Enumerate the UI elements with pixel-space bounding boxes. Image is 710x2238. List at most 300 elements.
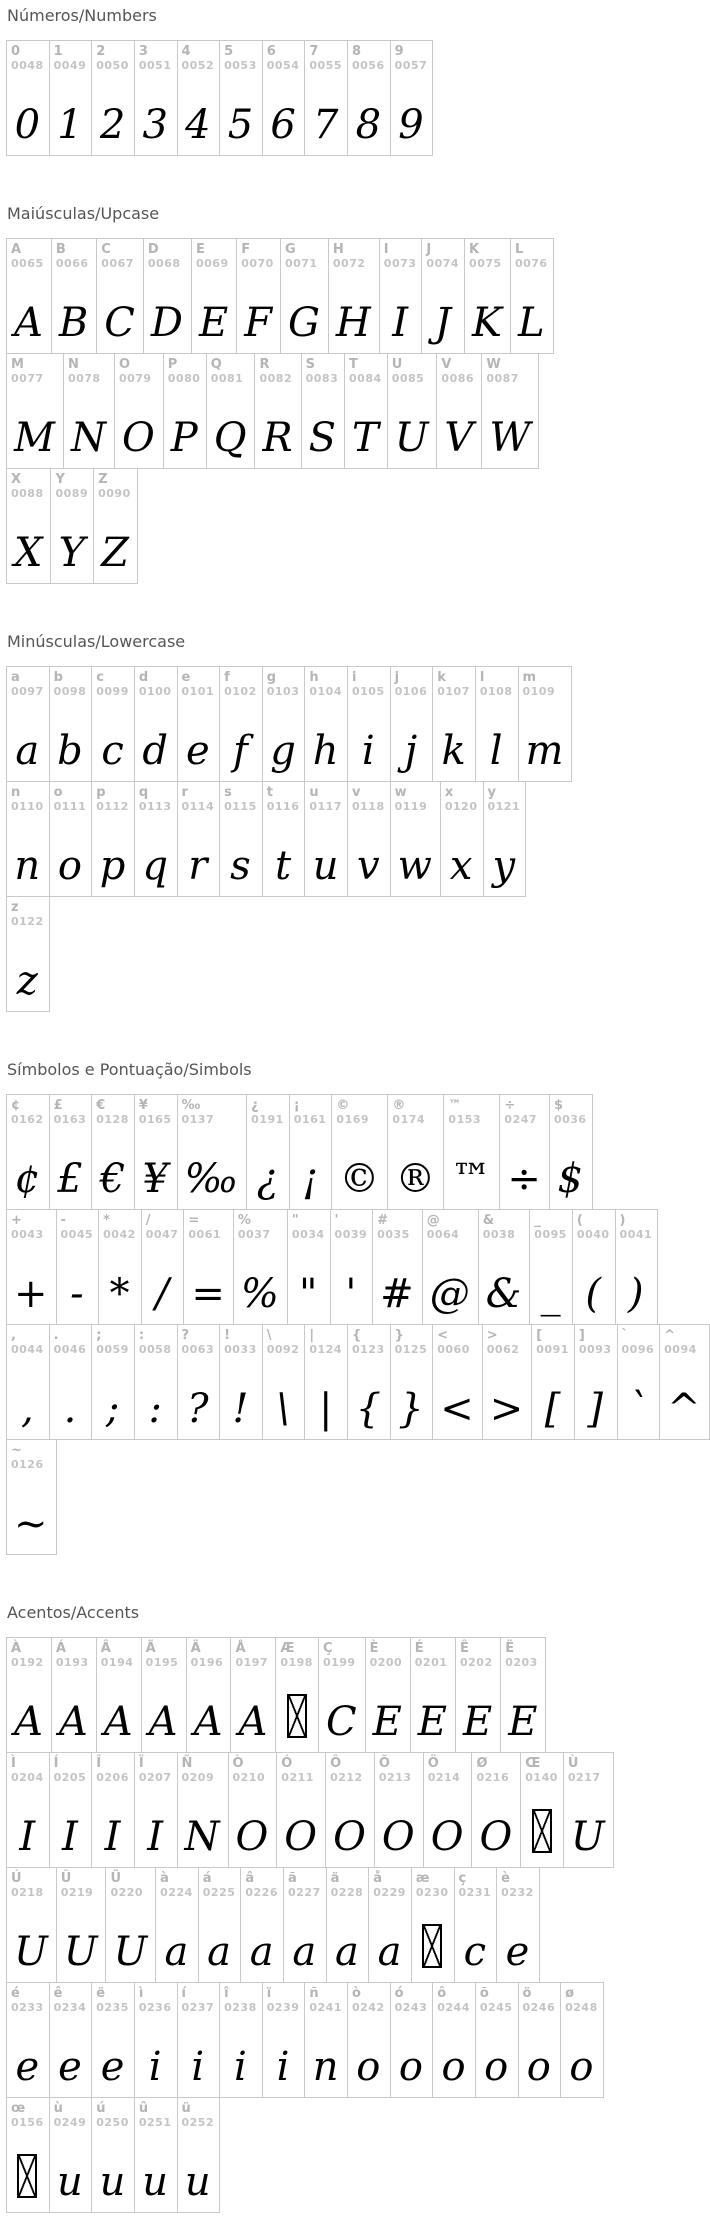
glyph-code: 0238: [224, 2001, 257, 2014]
glyph-preview: A: [193, 1699, 223, 1745]
glyph-cell: [220, 41, 263, 155]
glyph-cell: [564, 1753, 613, 1867]
glyph-cell: [277, 1753, 326, 1867]
glyph-preview: €: [99, 1156, 126, 1202]
glyph-code: 0250: [96, 2116, 129, 2129]
glyph-preview: A: [238, 1699, 268, 1745]
glyph-cell: [7, 1210, 57, 1324]
glyph-preview: E: [198, 300, 229, 346]
glyph-label: Ò: [232, 1756, 244, 1771]
glyph-preview: 0: [14, 102, 41, 148]
glyph-preview: ¢: [14, 1156, 41, 1202]
glyph-cell: [220, 667, 263, 781]
glyph-code: 0202: [459, 1656, 493, 1669]
glyph-cell: [573, 1210, 616, 1324]
glyph-row: [6, 1209, 658, 1325]
glyph-code: 0070: [241, 257, 274, 270]
glyph-code: 0128: [96, 1113, 129, 1126]
glyph-cell: [135, 1095, 178, 1209]
glyph-row: [6, 1867, 540, 1983]
glyph-cell: [391, 1983, 434, 2097]
glyph-code: 0055: [309, 59, 342, 72]
glyph-label: {: [352, 1328, 362, 1343]
glyph-code: 0036: [553, 1113, 587, 1126]
glyph-code: 0090: [98, 487, 131, 500]
glyph-preview: p: [99, 843, 126, 889]
glyph-preview: Y: [58, 530, 85, 576]
glyph-code: 0242: [352, 2001, 385, 2014]
glyph-cell: [7, 897, 49, 1011]
glyph-preview: q: [142, 843, 168, 889]
glyph-cell: [305, 1983, 348, 2097]
glyph-preview: #: [380, 1271, 414, 1317]
glyph-preview: A: [14, 300, 43, 346]
glyph-code: 0231: [458, 1886, 492, 1899]
glyph-preview: ®: [395, 1156, 436, 1202]
glyph-label: [: [536, 1328, 543, 1343]
glyph-code: 0091: [536, 1343, 569, 1356]
glyph-label: O: [118, 357, 131, 372]
glyph-code: 0038: [482, 1228, 516, 1241]
glyph-label: z: [11, 900, 19, 915]
glyph-preview: u: [312, 843, 339, 889]
glyph-label: T: [349, 357, 358, 372]
glyph-label: Æ: [280, 1641, 295, 1656]
glyph-label: m: [522, 670, 537, 685]
glyph-cell: [550, 1095, 592, 1209]
glyph-preview: U: [570, 1814, 605, 1860]
glyph-label: 4: [181, 44, 191, 59]
glyph-cell: [92, 1325, 135, 1439]
glyph-preview: 4: [185, 102, 211, 148]
glyph-cell: [290, 1095, 333, 1209]
glyph-cell: [50, 1095, 93, 1209]
glyph-code: 0046: [53, 1343, 87, 1356]
glyph-label: Ö: [427, 1756, 439, 1771]
glyph-cell: [57, 1210, 100, 1324]
glyph-code: 0122: [11, 915, 44, 928]
glyph-preview: t: [275, 843, 292, 889]
glyph-label: Â: [100, 1641, 111, 1656]
glyph-cell: [423, 1210, 479, 1324]
glyph-cell: [142, 1638, 187, 1752]
glyph-cell: [237, 239, 281, 353]
glyph-cell: [92, 667, 135, 781]
glyph-preview: >: [489, 1386, 524, 1432]
glyph-label: Ì: [11, 1756, 16, 1771]
glyph-label: G: [284, 242, 296, 257]
glyph-label: >: [486, 1328, 498, 1343]
glyph-cell: [391, 1325, 434, 1439]
glyph-preview: M: [14, 415, 55, 461]
glyph-label: í: [181, 1986, 186, 2001]
glyph-label: S: [305, 357, 315, 372]
glyph-cell: [164, 354, 207, 468]
glyph-preview: f: [233, 728, 248, 774]
glyph-code: 0137: [181, 1113, 215, 1126]
glyph-cell: [465, 239, 511, 353]
glyph-cell: [192, 239, 237, 353]
glyph-code: 0071: [284, 257, 318, 270]
glyph-label: $: [553, 1098, 563, 1113]
glyph-cell: [441, 782, 484, 896]
glyph-cell: [135, 1983, 178, 2097]
glyph-preview: A: [103, 1699, 133, 1745]
glyph-label: Ä: [190, 1641, 201, 1656]
glyph-cell: [329, 239, 380, 353]
glyph-code: 0207: [138, 1771, 172, 1784]
glyph-preview: 7: [312, 102, 339, 148]
glyph-preview: l: [489, 728, 503, 774]
glyph-code: 0072: [332, 257, 366, 270]
glyph-preview: C: [104, 300, 135, 346]
glyph-code: 0079: [118, 372, 152, 385]
glyph-cell: [220, 1983, 263, 2097]
glyph-label: ®: [392, 1098, 406, 1113]
glyph-label: w: [394, 785, 407, 800]
glyph-label: n: [11, 785, 21, 800]
glyph-label: 2: [96, 44, 106, 59]
glyph-label: /: [145, 1213, 151, 1228]
glyph-preview: u: [57, 2159, 83, 2205]
glyph-label: ?: [181, 1328, 190, 1343]
glyph-preview: n: [312, 2044, 339, 2090]
glyph-label: ê: [53, 1986, 63, 2001]
glyph-label: %: [237, 1213, 251, 1228]
glyph-cell: [178, 1095, 248, 1209]
glyph-cell: [50, 2098, 93, 2212]
glyph-cell: [187, 1638, 232, 1752]
glyph-code: 0100: [138, 685, 172, 698]
glyph-cell: [326, 1753, 375, 1867]
glyph-label: e: [181, 670, 191, 685]
glyph-preview: o: [569, 2044, 594, 2090]
glyph-code: 0195: [145, 1656, 179, 1669]
glyph-label: :: [138, 1328, 145, 1343]
glyph-preview: ): [628, 1271, 644, 1317]
glyph-cell: [348, 41, 391, 155]
glyph-code: 0098: [53, 685, 87, 698]
glyph-code: 0037: [237, 1228, 271, 1241]
glyph-code: 0191: [251, 1113, 284, 1126]
glyph-code: 0106: [394, 685, 428, 698]
glyph-code: 0084: [349, 372, 382, 385]
glyph-code: 0092: [266, 1343, 300, 1356]
glyph-cell: [234, 1210, 288, 1324]
glyph-cell: [106, 1868, 156, 1982]
section-title: Acentos/Accents: [7, 1603, 140, 1622]
glyph-label: ): [619, 1213, 626, 1228]
glyph-code: 0252: [181, 2116, 215, 2129]
glyph-label: ï: [266, 1986, 272, 2001]
glyph-cell: [255, 354, 301, 468]
glyph-label: £: [53, 1098, 63, 1113]
glyph-label: <: [437, 1328, 449, 1343]
glyph-code: 0239: [266, 2001, 300, 2014]
glyph-preview: o: [356, 2044, 381, 2090]
glyph-preview: a: [335, 1929, 359, 1975]
glyph-code: 0218: [11, 1886, 44, 1899]
glyph-code: 0102: [224, 685, 257, 698]
glyph-label: K: [469, 242, 480, 257]
glyph-preview: ¥: [142, 1156, 168, 1202]
glyph-label: ò: [352, 1986, 361, 2001]
glyph-cell: [7, 239, 52, 353]
glyph-cell: [348, 1325, 391, 1439]
glyph-label: g: [266, 670, 277, 685]
glyph-code: 0043: [11, 1228, 44, 1241]
glyph-preview: S: [308, 415, 337, 461]
glyph-label: R: [259, 357, 270, 372]
glyph-cell: [456, 1638, 501, 1752]
glyph-preview: @: [429, 1271, 470, 1317]
glyph-label: à: [160, 1871, 169, 1886]
glyph-code: 0076: [514, 257, 548, 270]
glyph-code: 0068: [147, 257, 181, 270]
glyph-code: 0200: [369, 1656, 403, 1669]
glyph-label: 0: [11, 44, 21, 59]
glyph-preview: Z: [101, 530, 129, 576]
glyph-label: ù: [53, 2101, 63, 2116]
glyph-cell: [501, 1638, 545, 1752]
glyph-cell: [616, 1210, 658, 1324]
glyph-row: [6, 40, 433, 156]
glyph-cell: [476, 1983, 519, 2097]
glyph-code: 0096: [621, 1343, 655, 1356]
glyph-code: 0196: [190, 1656, 224, 1669]
glyph-label: Û: [60, 1871, 72, 1886]
glyph-label: ü: [181, 2101, 191, 2116]
glyph-preview: e: [505, 1929, 530, 1975]
glyph-code: 0086: [441, 372, 475, 385]
glyph-label: ]: [578, 1328, 585, 1343]
glyph-cell: [7, 1095, 50, 1209]
glyph-cell: [220, 1325, 263, 1439]
missing-glyph-box-icon: [287, 1694, 307, 1738]
missing-glyph-box-icon: [422, 1924, 442, 1968]
glyph-code: 0162: [11, 1113, 44, 1126]
glyph-preview: g: [270, 728, 296, 774]
glyph-cell: [178, 1983, 221, 2097]
glyph-preview: a: [292, 1929, 317, 1975]
glyph-label: +: [11, 1213, 22, 1228]
glyph-preview: A: [14, 1699, 43, 1745]
glyph-label: y: [487, 785, 496, 800]
glyph-code: 0204: [11, 1771, 44, 1784]
glyph-cell: [50, 41, 93, 155]
glyph-code: 0073: [383, 257, 417, 270]
glyph-code: 0040: [576, 1228, 610, 1241]
glyph-code: 0211: [281, 1771, 314, 1784]
glyph-cell: [412, 1868, 455, 1982]
glyph-cell: [7, 469, 51, 583]
glyph-label: ì: [138, 1986, 144, 2001]
glyph-code: 0247: [504, 1113, 538, 1126]
glyph-preview: C: [325, 1699, 357, 1745]
glyph-label: b: [53, 670, 63, 685]
glyph-cell: [92, 1095, 135, 1209]
glyph-cell: [220, 782, 263, 896]
glyph-cell: [375, 1753, 424, 1867]
glyph-label: 9: [394, 44, 404, 59]
glyph-cell: [444, 1095, 500, 1209]
glyph-cell: [135, 1753, 178, 1867]
glyph-preview: a: [15, 728, 40, 774]
glyph-code: 0063: [181, 1343, 215, 1356]
glyph-cell: [483, 1325, 533, 1439]
glyph-preview: *: [109, 1271, 130, 1317]
glyph-cell: [391, 782, 441, 896]
glyph-cell: [561, 1983, 603, 2097]
glyph-preview: U: [14, 1929, 48, 1975]
glyph-cell: [52, 1638, 97, 1752]
glyph-cell: [178, 2098, 220, 2212]
glyph-preview: 1: [57, 102, 83, 148]
glyph-label: ø: [565, 1986, 575, 2001]
glyph-cell: [199, 1868, 242, 1982]
glyph-preview: m: [525, 728, 564, 774]
glyph-label: ó: [394, 1986, 404, 2001]
section-title: Maiúsculas/Upcase: [7, 204, 160, 223]
glyph-code: 0123: [352, 1343, 385, 1356]
glyph-cell: [178, 41, 221, 155]
glyph-preview: (: [585, 1271, 602, 1317]
glyph-code: 0205: [53, 1771, 87, 1784]
glyph-code: 0206: [96, 1771, 129, 1784]
glyph-cell: [94, 469, 137, 583]
glyph-code: 0077: [11, 372, 44, 385]
glyph-label: ¡: [293, 1098, 300, 1113]
glyph-preview: N: [70, 415, 106, 461]
glyph-cell: [411, 1638, 456, 1752]
glyph-label: õ: [479, 1986, 489, 2001]
glyph-code: 0069: [195, 257, 229, 270]
glyph-label: A: [11, 242, 22, 257]
glyph-label: ~: [11, 1443, 22, 1458]
glyph-cell: [97, 1638, 142, 1752]
glyph-preview: J: [434, 300, 451, 346]
glyph-preview: O: [333, 1814, 366, 1860]
glyph-preview: &: [485, 1271, 522, 1317]
glyph-label: j: [394, 670, 400, 685]
glyph-cell: [142, 1210, 185, 1324]
glyph-code: 0057: [394, 59, 428, 72]
glyph-preview: r: [188, 843, 208, 889]
glyph-preview: ': [345, 1271, 357, 1317]
glyph-code: 0108: [479, 685, 513, 698]
glyph-code: 0121: [487, 800, 521, 813]
glyph-cell: [433, 667, 476, 781]
glyph-label: _: [534, 1213, 541, 1228]
glyph-code: 0058: [138, 1343, 172, 1356]
glyph-cell: [7, 782, 50, 896]
glyph-label: F: [241, 242, 251, 257]
glyph-label: x: [444, 785, 454, 800]
glyph-preview: O: [284, 1814, 318, 1860]
glyph-label: ñ: [309, 1986, 319, 2001]
glyph-preview: 2: [99, 102, 126, 148]
glyph-label: 7: [309, 44, 319, 59]
glyph-cell: [135, 667, 178, 781]
glyph-code: 0074: [426, 257, 460, 270]
glyph-cell: [229, 1753, 278, 1867]
glyph-label: U: [391, 357, 403, 372]
glyph-label: f: [224, 670, 230, 685]
glyph-code: 0041: [619, 1228, 653, 1241]
glyph-preview: .: [63, 1386, 77, 1432]
glyph-label: d: [138, 670, 149, 685]
glyph-preview: O: [479, 1814, 513, 1860]
glyph-preview: W: [489, 415, 531, 461]
glyph-cell: [331, 1210, 374, 1324]
glyph-cell: [484, 782, 526, 896]
glyph-code: 0194: [100, 1656, 134, 1669]
glyph-cell: [348, 782, 391, 896]
glyph-preview: i: [361, 728, 375, 774]
glyph-label: (: [576, 1213, 583, 1228]
glyph-preview: V: [444, 415, 474, 461]
glyph-preview: _: [540, 1271, 561, 1317]
glyph-cell: [92, 1753, 135, 1867]
glyph-preview: :: [148, 1386, 162, 1432]
glyph-code: 0113: [138, 800, 172, 813]
glyph-cell: [422, 239, 465, 353]
glyph-row: [6, 2097, 220, 2213]
glyph-cell: [532, 1325, 575, 1439]
glyph-row: [6, 781, 526, 897]
glyph-cell: [178, 1325, 221, 1439]
glyph-cell: [380, 239, 423, 353]
glyph-cell: [231, 1638, 276, 1752]
glyph-code: 0101: [181, 685, 215, 698]
glyph-label: æ: [415, 1871, 430, 1886]
glyph-label: ¢: [11, 1098, 21, 1113]
glyph-code: 0193: [55, 1656, 89, 1669]
glyph-label: á: [202, 1871, 212, 1886]
glyph-preview: e: [15, 2044, 40, 2090]
glyph-cell: [284, 1868, 327, 1982]
missing-glyph-box-icon: [532, 1809, 552, 1853]
glyph-label: Z: [98, 472, 108, 487]
glyph-label: À: [11, 1641, 22, 1656]
glyph-label: å: [373, 1871, 383, 1886]
glyph-row: [6, 1637, 546, 1753]
glyph-label: 3: [138, 44, 148, 59]
glyph-preview: s: [230, 843, 251, 889]
glyph-code: 0120: [444, 800, 478, 813]
glyph-code: 0085: [391, 372, 425, 385]
glyph-label: J: [426, 242, 432, 257]
glyph-code: 0107: [437, 685, 470, 698]
glyph-code: 0233: [11, 2001, 44, 2014]
glyph-preview: ,: [20, 1386, 34, 1432]
glyph-code: 0241: [309, 2001, 342, 2014]
glyph-label: É: [414, 1641, 424, 1656]
section-title: Minúsculas/Lowercase: [7, 632, 186, 651]
glyph-cell: [575, 1325, 618, 1439]
glyph-label: ;: [96, 1328, 102, 1343]
glyph-code: 0064: [426, 1228, 460, 1241]
glyph-cell: [388, 354, 438, 468]
glyph-label: p: [96, 785, 106, 800]
glyph-preview: A: [148, 1699, 178, 1745]
glyph-label: &: [482, 1213, 495, 1228]
glyph-preview: £: [57, 1156, 83, 1202]
glyph-code: 0210: [232, 1771, 266, 1784]
glyph-code: 0237: [181, 2001, 215, 2014]
glyph-preview: K: [472, 300, 502, 346]
glyph-preview: I: [104, 1814, 121, 1860]
